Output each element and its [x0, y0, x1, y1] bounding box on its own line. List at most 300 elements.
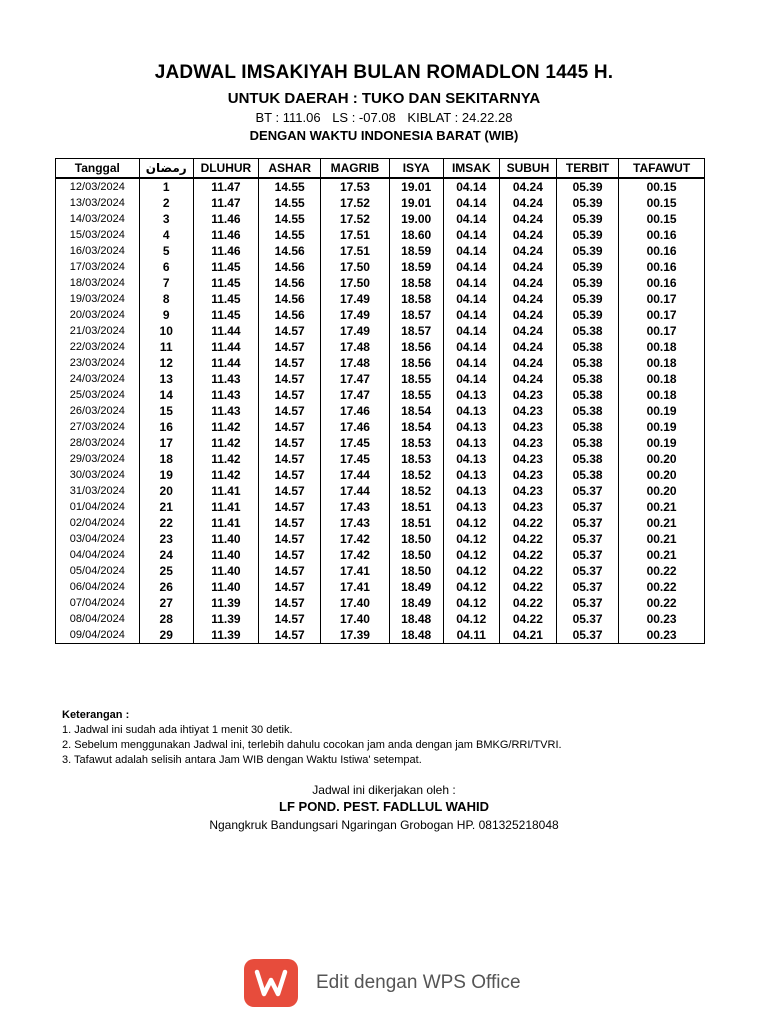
table-cell: 18.56 — [389, 339, 443, 355]
table-cell: 18.51 — [389, 499, 443, 515]
table-cell: 04.23 — [499, 483, 556, 499]
table-cell: 00.18 — [619, 371, 705, 387]
table-body — [56, 178, 705, 644]
table-cell: 04.12 — [443, 547, 499, 563]
table-cell: 17.43 — [321, 499, 389, 515]
table-row — [56, 547, 705, 563]
table-cell: 02/04/2024 — [56, 515, 140, 531]
table-cell: 17.48 — [321, 355, 389, 371]
table-cell: 18.50 — [389, 531, 443, 547]
table-cell: 00.17 — [619, 291, 705, 307]
table-cell: 14.55 — [259, 211, 321, 227]
table-cell: 19.00 — [389, 211, 443, 227]
table-cell: 18.58 — [389, 275, 443, 291]
table-cell: 04.14 — [443, 178, 499, 195]
table-cell: 04.22 — [499, 579, 556, 595]
table-cell: 04.24 — [499, 339, 556, 355]
table-cell: 00.19 — [619, 403, 705, 419]
table-cell: 17.39 — [321, 627, 389, 644]
table-row — [56, 178, 705, 195]
table-cell: 11.45 — [193, 307, 258, 323]
table-cell: 22/03/2024 — [56, 339, 140, 355]
table-cell: 05.38 — [556, 419, 618, 435]
table-cell: 04.23 — [499, 499, 556, 515]
table-cell: 17.43 — [321, 515, 389, 531]
table-cell: 20/03/2024 — [56, 307, 140, 323]
table-cell: 15 — [139, 403, 193, 419]
table-cell: 04.23 — [499, 451, 556, 467]
table-cell: 21/03/2024 — [56, 323, 140, 339]
table-cell: 17 — [139, 435, 193, 451]
table-row — [56, 611, 705, 627]
table-cell: 04.12 — [443, 595, 499, 611]
table-cell: 00.22 — [619, 563, 705, 579]
table-cell: 14.57 — [259, 403, 321, 419]
col-header: ASHAR — [259, 159, 321, 179]
table-cell: 00.22 — [619, 579, 705, 595]
table-cell: 05.39 — [556, 307, 618, 323]
table-cell: 17.50 — [321, 259, 389, 275]
table-row — [56, 259, 705, 275]
table-cell: 18.59 — [389, 259, 443, 275]
table-cell: 26/03/2024 — [56, 403, 140, 419]
table-cell: 00.19 — [619, 419, 705, 435]
table-cell: 8 — [139, 291, 193, 307]
table-cell: 14.55 — [259, 195, 321, 211]
table-cell: 19 — [139, 467, 193, 483]
wps-edit-banner[interactable] — [244, 958, 521, 1008]
schedule-table — [55, 158, 705, 644]
table-cell: 05.38 — [556, 323, 618, 339]
table-cell: 18.54 — [389, 403, 443, 419]
table-cell: 01/04/2024 — [56, 499, 140, 515]
table-cell: 11 — [139, 339, 193, 355]
table-cell: 05.38 — [556, 387, 618, 403]
table-cell: 04.22 — [499, 611, 556, 627]
table-cell: 04.24 — [499, 243, 556, 259]
table-cell: 11.40 — [193, 563, 258, 579]
table-cell: 04.14 — [443, 227, 499, 243]
table-cell: 11.46 — [193, 243, 258, 259]
table-cell: 04.23 — [499, 403, 556, 419]
table-cell: 14.57 — [259, 371, 321, 387]
table-row — [56, 483, 705, 499]
table-row — [56, 243, 705, 259]
table-cell: 11.40 — [193, 531, 258, 547]
table-cell: 05.39 — [556, 195, 618, 211]
table-cell: 05.39 — [556, 291, 618, 307]
table-row — [56, 595, 705, 611]
table-cell: 18.52 — [389, 467, 443, 483]
table-row — [56, 291, 705, 307]
table-cell: 05.38 — [556, 355, 618, 371]
table-cell: 14.56 — [259, 243, 321, 259]
table-cell: 17.52 — [321, 211, 389, 227]
table-cell: 00.15 — [619, 195, 705, 211]
credit-intro: Jadwal ini dikerjakan oleh : — [312, 783, 456, 797]
notes-heading: Keterangan : — [62, 709, 130, 721]
table-cell: 05.37 — [556, 627, 618, 644]
table-cell: 00.18 — [619, 339, 705, 355]
table-cell: 18.49 — [389, 595, 443, 611]
table-cell: 11.44 — [193, 355, 258, 371]
col-header: SUBUH — [499, 159, 556, 179]
table-cell: 17.48 — [321, 339, 389, 355]
table-cell: 17.49 — [321, 291, 389, 307]
table-cell: 14.57 — [259, 627, 321, 644]
table-cell: 17.49 — [321, 323, 389, 339]
table-row — [56, 467, 705, 483]
table-row — [56, 579, 705, 595]
table-cell: 11.45 — [193, 275, 258, 291]
table-cell: 14.57 — [259, 515, 321, 531]
bt-value: BT : 111.06 — [255, 110, 321, 125]
table-cell: 11.39 — [193, 627, 258, 644]
table-row — [56, 403, 705, 419]
table-cell: 11.40 — [193, 547, 258, 563]
table-cell: 04.24 — [499, 211, 556, 227]
table-row — [56, 227, 705, 243]
table-cell: 12/03/2024 — [56, 178, 140, 195]
page-subtitle: UNTUK DAERAH : TUKO DAN SEKITARNYA — [227, 90, 541, 107]
table-cell: 11.41 — [193, 515, 258, 531]
table-cell: 05.38 — [556, 451, 618, 467]
table-cell: 18.55 — [389, 387, 443, 403]
table-row — [56, 435, 705, 451]
table-cell: 04.12 — [443, 531, 499, 547]
table-row — [56, 419, 705, 435]
table-cell: 24/03/2024 — [56, 371, 140, 387]
table-cell: 11.47 — [193, 178, 258, 195]
table-cell: 04.12 — [443, 579, 499, 595]
table-cell: 27/03/2024 — [56, 419, 140, 435]
table-cell: 04.13 — [443, 451, 499, 467]
table-cell: 05.38 — [556, 339, 618, 355]
table-cell: 17.42 — [321, 547, 389, 563]
table-cell: 05.38 — [556, 371, 618, 387]
timezone-note: DENGAN WAKTU INDONESIA BARAT (WIB) — [249, 128, 519, 143]
table-cell: 12 — [139, 355, 193, 371]
table-cell: 2 — [139, 195, 193, 211]
table-cell: 05.39 — [556, 275, 618, 291]
table-cell: 28/03/2024 — [56, 435, 140, 451]
table-cell: 06/04/2024 — [56, 579, 140, 595]
table-cell: 14.57 — [259, 339, 321, 355]
table-cell: 11.39 — [193, 611, 258, 627]
table-cell: 04.23 — [499, 467, 556, 483]
table-cell: 04.14 — [443, 323, 499, 339]
table-cell: 04.24 — [499, 195, 556, 211]
table-row — [56, 627, 705, 644]
table-cell: 05.37 — [556, 595, 618, 611]
table-cell: 14.57 — [259, 563, 321, 579]
table-cell: 04.13 — [443, 419, 499, 435]
table-cell: 11.42 — [193, 451, 258, 467]
table-header-row — [56, 159, 705, 179]
table-cell: 14.56 — [259, 259, 321, 275]
table-cell: 17.50 — [321, 275, 389, 291]
table-cell: 04.14 — [443, 275, 499, 291]
note-item: 1. Jadwal ini sudah ada ihtiyat 1 menit 30 detik. — [62, 724, 293, 736]
table-cell: 04.24 — [499, 259, 556, 275]
table-row — [56, 515, 705, 531]
table-cell: 7 — [139, 275, 193, 291]
table-cell: 14.57 — [259, 435, 321, 451]
table-cell: 00.16 — [619, 227, 705, 243]
table-cell: 05.37 — [556, 611, 618, 627]
col-header: Tanggal — [56, 159, 140, 179]
table-row — [56, 275, 705, 291]
table-cell: 18.50 — [389, 547, 443, 563]
table-cell: 04.24 — [499, 355, 556, 371]
table-cell: 00.18 — [619, 387, 705, 403]
table-row — [56, 371, 705, 387]
table-cell: 16/03/2024 — [56, 243, 140, 259]
table-cell: 08/04/2024 — [56, 611, 140, 627]
table-cell: 31/03/2024 — [56, 483, 140, 499]
table-cell: 17.44 — [321, 467, 389, 483]
table-cell: 23 — [139, 531, 193, 547]
table-cell: 00.23 — [619, 627, 705, 644]
table-cell: 11.42 — [193, 467, 258, 483]
table-cell: 17.47 — [321, 371, 389, 387]
table-cell: 17/03/2024 — [56, 259, 140, 275]
table-cell: 04.13 — [443, 435, 499, 451]
table-cell: 17.53 — [321, 178, 389, 195]
table-cell: 14.57 — [259, 419, 321, 435]
table-cell: 18.57 — [389, 323, 443, 339]
table-cell: 11.43 — [193, 403, 258, 419]
table-cell: 21 — [139, 499, 193, 515]
table-cell: 18.54 — [389, 419, 443, 435]
table-cell: 11.43 — [193, 387, 258, 403]
table-cell: 05.37 — [556, 483, 618, 499]
table-cell: 3 — [139, 211, 193, 227]
table-cell: 25 — [139, 563, 193, 579]
table-cell: 04.11 — [443, 627, 499, 644]
table-cell: 25/03/2024 — [56, 387, 140, 403]
col-header: TERBIT — [556, 159, 618, 179]
table-cell: 00.20 — [619, 483, 705, 499]
table-cell: 14.57 — [259, 483, 321, 499]
table-cell: 00.21 — [619, 515, 705, 531]
table-row — [56, 355, 705, 371]
table-cell: 14.57 — [259, 579, 321, 595]
table-cell: 17.45 — [321, 451, 389, 467]
table-cell: 17.40 — [321, 595, 389, 611]
page-title: JADWAL IMSAKIYAH BULAN ROMADLON 1445 H. — [154, 62, 614, 83]
table-cell: 19.01 — [389, 195, 443, 211]
table-row — [56, 387, 705, 403]
table-cell: 4 — [139, 227, 193, 243]
col-header: IMSAK — [443, 159, 499, 179]
table-cell: 05.37 — [556, 579, 618, 595]
credit-address: Ngangkruk Bandungsari Ngaringan Grobogan HP. 081325218048 — [209, 818, 559, 832]
table-cell: 28 — [139, 611, 193, 627]
table-cell: 29/03/2024 — [56, 451, 140, 467]
table-cell: 14.55 — [259, 178, 321, 195]
table-cell: 14.57 — [259, 323, 321, 339]
table-cell: 05.37 — [556, 499, 618, 515]
table-cell: 14.57 — [259, 595, 321, 611]
table-cell: 04.14 — [443, 243, 499, 259]
table-cell: 04.14 — [443, 307, 499, 323]
table-cell: 26 — [139, 579, 193, 595]
table-cell: 04.14 — [443, 355, 499, 371]
table-cell: 14.57 — [259, 547, 321, 563]
table-cell: 14 — [139, 387, 193, 403]
table-cell: 18.49 — [389, 579, 443, 595]
table-cell: 11.46 — [193, 227, 258, 243]
table-cell: 11.43 — [193, 371, 258, 387]
table-cell: 14/03/2024 — [56, 211, 140, 227]
table-cell: 04.24 — [499, 275, 556, 291]
table-cell: 04.23 — [499, 419, 556, 435]
table-cell: 14.57 — [259, 611, 321, 627]
wps-logo-icon[interactable] — [244, 959, 298, 1007]
table-cell: 17.49 — [321, 307, 389, 323]
table-cell: 18.51 — [389, 515, 443, 531]
table-cell: 04.13 — [443, 499, 499, 515]
credit-org: LF POND. PEST. FADLLUL WAHID — [279, 799, 489, 814]
table-cell: 14.56 — [259, 291, 321, 307]
table-row — [56, 451, 705, 467]
table-cell: 04.24 — [499, 323, 556, 339]
table-cell: 00.15 — [619, 178, 705, 195]
ls-value: LS : -07.08 — [332, 110, 396, 125]
table-row — [56, 339, 705, 355]
table-cell: 04.22 — [499, 515, 556, 531]
table-cell: 17.51 — [321, 227, 389, 243]
table-cell: 00.16 — [619, 275, 705, 291]
table-cell: 05.38 — [556, 403, 618, 419]
table-cell: 05.37 — [556, 515, 618, 531]
table-cell: 17.41 — [321, 563, 389, 579]
table-cell: 04.24 — [499, 291, 556, 307]
table-cell: 00.21 — [619, 547, 705, 563]
table-cell: 14.57 — [259, 387, 321, 403]
table-cell: 05.39 — [556, 227, 618, 243]
table-cell: 05.39 — [556, 243, 618, 259]
table-cell: 17.42 — [321, 531, 389, 547]
table-cell: 05.39 — [556, 259, 618, 275]
table-cell: 04.13 — [443, 387, 499, 403]
table-cell: 20 — [139, 483, 193, 499]
table-row — [56, 531, 705, 547]
table-cell: 19.01 — [389, 178, 443, 195]
table-cell: 9 — [139, 307, 193, 323]
table-row — [56, 307, 705, 323]
table-cell: 00.21 — [619, 499, 705, 515]
table-cell: 04.14 — [443, 371, 499, 387]
table-cell: 04.12 — [443, 515, 499, 531]
table-row — [56, 195, 705, 211]
table-cell: 1 — [139, 178, 193, 195]
table-cell: 04.22 — [499, 547, 556, 563]
table-cell: 18/03/2024 — [56, 275, 140, 291]
table-cell: 11.41 — [193, 499, 258, 515]
table-row — [56, 499, 705, 515]
wps-edit-label[interactable]: Edit dengan WPS Office — [316, 972, 521, 993]
table-cell: 18.50 — [389, 563, 443, 579]
table-cell: 5 — [139, 243, 193, 259]
notes-section — [62, 708, 562, 768]
table-cell: 13/03/2024 — [56, 195, 140, 211]
table-cell: 04.12 — [443, 611, 499, 627]
table-cell: 15/03/2024 — [56, 227, 140, 243]
table-cell: 04.13 — [443, 403, 499, 419]
table-cell: 00.20 — [619, 467, 705, 483]
table-cell: 04.24 — [499, 227, 556, 243]
table-cell: 17.51 — [321, 243, 389, 259]
table-cell: 04.21 — [499, 627, 556, 644]
table-cell: 11.42 — [193, 435, 258, 451]
table-row — [56, 323, 705, 339]
table-cell: 04.24 — [499, 307, 556, 323]
table-row — [56, 211, 705, 227]
table-cell: 05.37 — [556, 531, 618, 547]
table-cell: 14.56 — [259, 307, 321, 323]
table-cell: 03/04/2024 — [56, 531, 140, 547]
col-header: رمضان — [139, 159, 193, 179]
table-cell: 04.24 — [499, 178, 556, 195]
table-cell: 00.16 — [619, 243, 705, 259]
table-cell: 11.41 — [193, 483, 258, 499]
table-cell: 00.22 — [619, 595, 705, 611]
table-cell: 00.18 — [619, 355, 705, 371]
table-cell: 14.57 — [259, 467, 321, 483]
table-cell: 04.24 — [499, 371, 556, 387]
table-cell: 00.17 — [619, 307, 705, 323]
table-cell: 11.42 — [193, 419, 258, 435]
col-header: ISYA — [389, 159, 443, 179]
note-item: 2. Sebelum menggunakan Jadwal ini, terlebih dahulu cocokan jam anda dengan jam BMKG/RRI/TVRI. — [62, 739, 562, 751]
table-cell: 05.38 — [556, 467, 618, 483]
col-header: TAFAWUT — [619, 159, 705, 179]
kiblat-value: KIBLAT : 24.22.28 — [407, 110, 513, 125]
table-cell: 11.45 — [193, 259, 258, 275]
table-cell: 14.55 — [259, 227, 321, 243]
table-cell: 04.13 — [443, 467, 499, 483]
table-cell: 18.60 — [389, 227, 443, 243]
table-cell: 16 — [139, 419, 193, 435]
table-cell: 14.57 — [259, 499, 321, 515]
table-cell: 00.19 — [619, 435, 705, 451]
table-cell: 07/04/2024 — [56, 595, 140, 611]
table-cell: 18.55 — [389, 371, 443, 387]
table-cell: 27 — [139, 595, 193, 611]
table-cell: 18.56 — [389, 355, 443, 371]
table-cell: 00.15 — [619, 211, 705, 227]
table-cell: 23/03/2024 — [56, 355, 140, 371]
note-item: 3. Tafawut adalah selisih antara Jam WIB dengan Waktu Istiwa' setempat. — [62, 754, 422, 766]
table-cell: 04.14 — [443, 211, 499, 227]
table-cell: 30/03/2024 — [56, 467, 140, 483]
table-cell: 00.23 — [619, 611, 705, 627]
table-cell: 11.44 — [193, 323, 258, 339]
table-cell: 05.37 — [556, 547, 618, 563]
table-cell: 00.17 — [619, 323, 705, 339]
table-cell: 17.44 — [321, 483, 389, 499]
table-cell: 04.14 — [443, 259, 499, 275]
table-cell: 04.13 — [443, 483, 499, 499]
table-cell: 00.16 — [619, 259, 705, 275]
table-cell: 18.58 — [389, 291, 443, 307]
table-cell: 05.38 — [556, 435, 618, 451]
table-cell: 19/03/2024 — [56, 291, 140, 307]
table-cell: 17.46 — [321, 403, 389, 419]
table-cell: 17.40 — [321, 611, 389, 627]
